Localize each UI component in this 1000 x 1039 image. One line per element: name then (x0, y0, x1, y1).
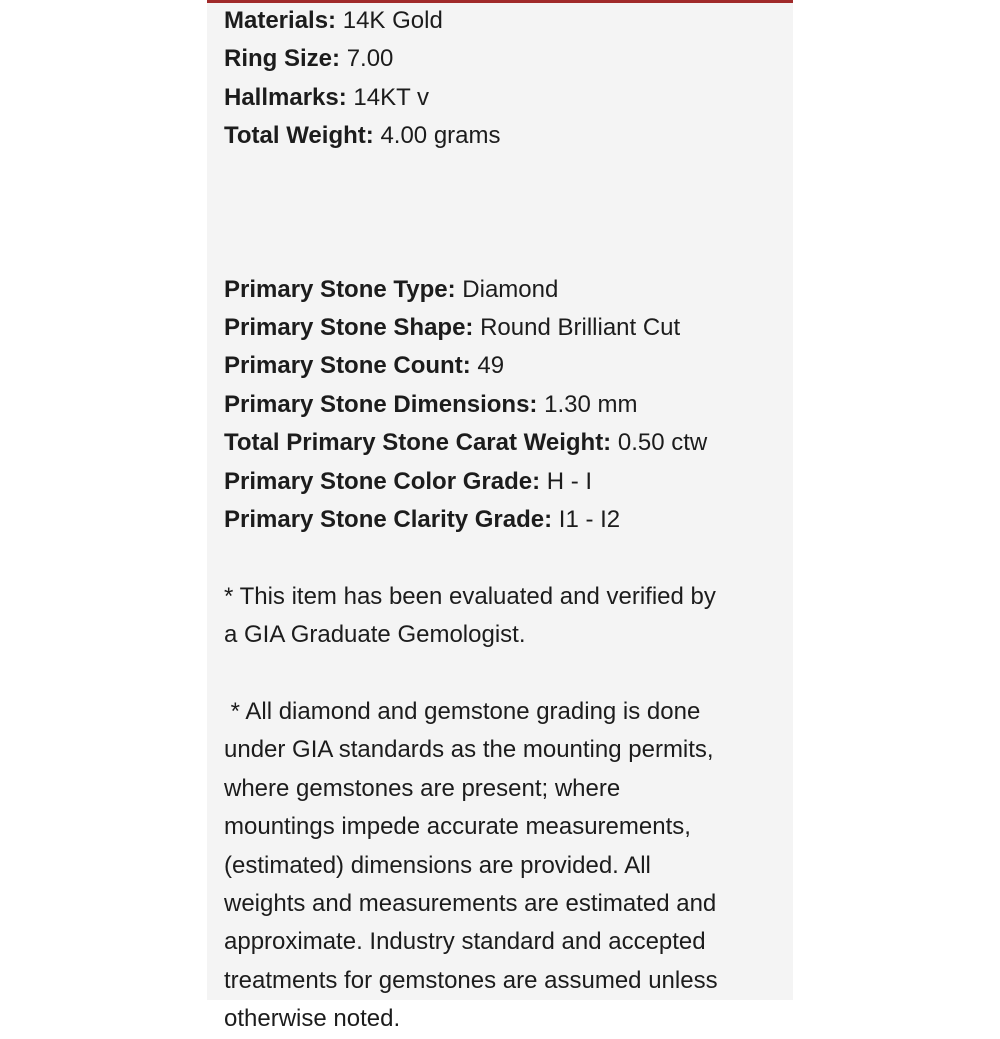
stone-shape-label: Primary Stone Shape: (224, 313, 474, 341)
materials-row (224, 2, 789, 40)
section-spacer (224, 156, 789, 271)
stone-dimensions-label: Primary Stone Dimensions: (224, 390, 538, 418)
ring-size-label: Ring Size: (224, 45, 341, 73)
hallmarks-value: 14KT v (353, 83, 430, 111)
gia-verification-note: * This item has been evaluated and verified by a GIA Graduate Gemologist. (224, 582, 716, 649)
hallmarks-label: Hallmarks: (224, 83, 347, 111)
grading-disclaimer-note: * All diamond and gemstone grading is done under GIA standards as the mounting permits, where gemstones are present; where mountings impede accurate measurements, (estimated) dimensions are provided. All weights and measurements are estimated and approximate. Industry standard and accepted treatments for gemstones are assumed unless otherwise noted. (224, 697, 718, 1033)
stone-type-row (224, 271, 789, 309)
carat-weight-row (224, 424, 789, 462)
total-weight-row (224, 117, 789, 155)
stone-count-label: Primary Stone Count: (224, 352, 471, 380)
total-weight-label: Total Weight: (224, 122, 374, 150)
color-grade-label: Primary Stone Color Grade: (224, 467, 541, 495)
stone-shape-value: Round Brilliant Cut (480, 313, 681, 341)
ring-size-value: 7.00 (346, 45, 394, 73)
stone-count-value: 49 (477, 352, 505, 380)
clarity-grade-row (224, 501, 789, 539)
stone-shape-row (224, 309, 789, 347)
item-description-panel (207, 0, 793, 1033)
notes-spacer-2 (224, 655, 789, 693)
stone-type-label: Primary Stone Type: (224, 275, 456, 303)
clarity-grade-value: I1 - I2 (558, 505, 621, 533)
hallmarks-row (224, 79, 789, 117)
item-specifics (224, 2, 789, 1039)
notes-spacer (224, 539, 789, 577)
stone-dimensions-row (224, 386, 789, 424)
carat-weight-label: Total Primary Stone Carat Weight: (224, 429, 612, 457)
stone-count-row (224, 347, 789, 385)
materials-value: 14K Gold (342, 7, 443, 34)
materials-label: Materials: (224, 7, 337, 34)
total-weight-value: 4.00 grams (380, 122, 501, 150)
color-grade-row (224, 463, 789, 501)
ring-size-row (224, 40, 789, 78)
clarity-grade-label: Primary Stone Clarity Grade: (224, 505, 553, 533)
stone-type-value: Diamond (462, 275, 559, 303)
stone-dimensions-value: 1.30 mm (544, 390, 638, 418)
carat-weight-value: 0.50 ctw (617, 429, 708, 457)
color-grade-value: H - I (546, 467, 593, 495)
